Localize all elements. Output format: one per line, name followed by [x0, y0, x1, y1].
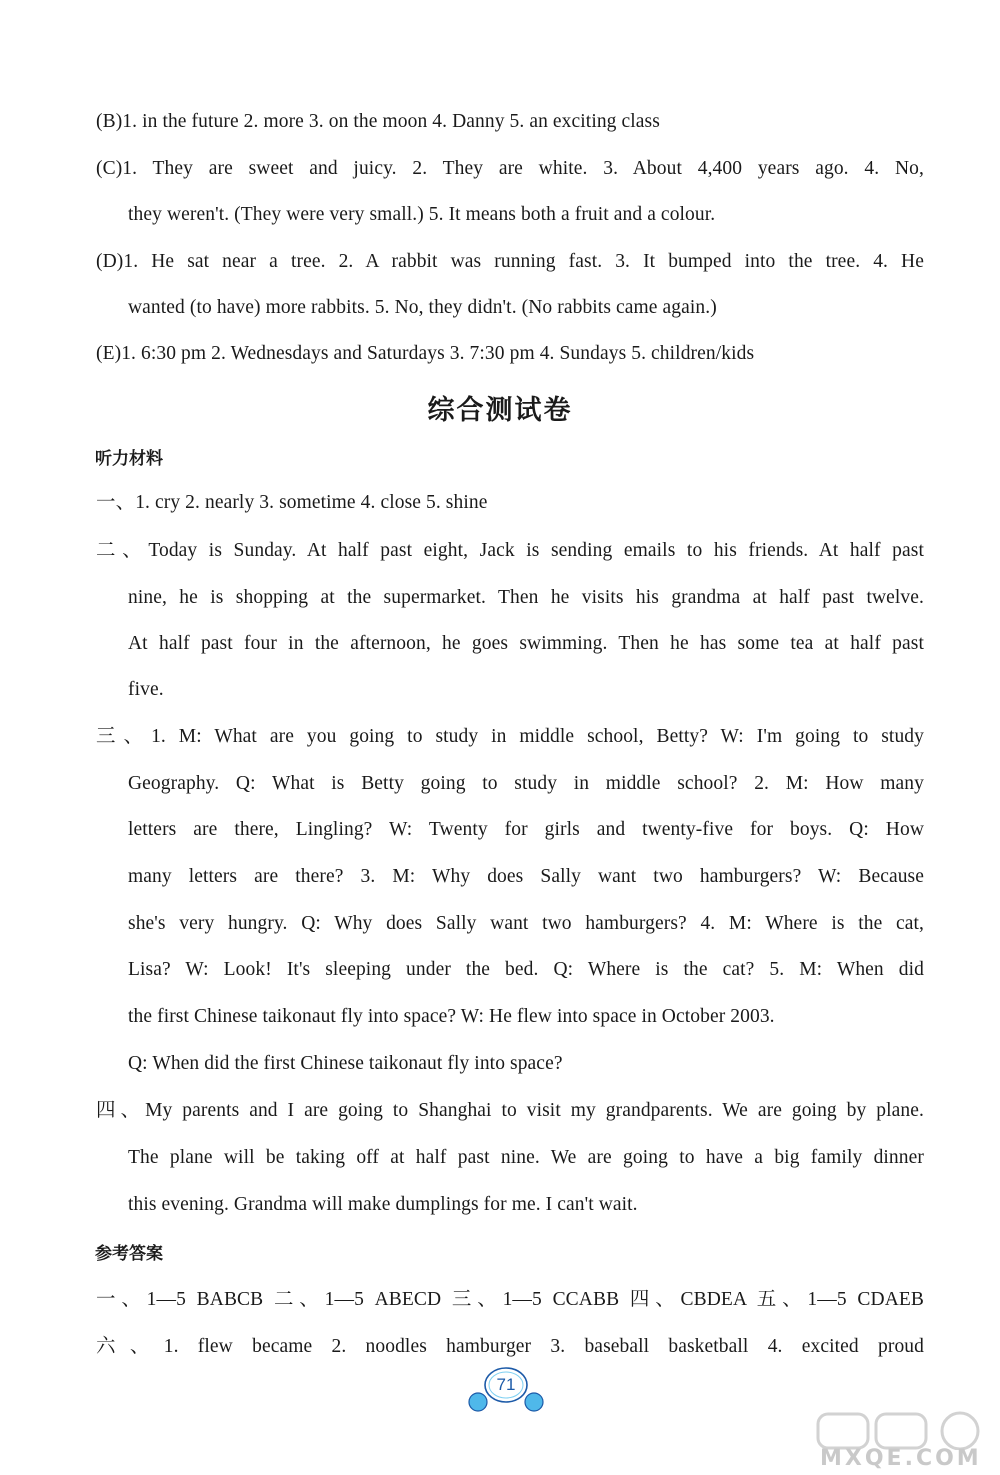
listening-line: 三、1. M: What are you going to study in middle school, Betty? W: I'm going to study: [96, 726, 924, 747]
listening-line: Q: When did the first Chinese taikonaut fly into space?: [128, 1053, 563, 1074]
line-text: they weren't. (They were very small.) 5. It means both a fruit and a colour.: [128, 204, 716, 225]
listening-heading: 听力材料: [95, 449, 163, 469]
answer-line-b: [96, 109, 660, 135]
listening-line: 二、Today is Sunday. At half past eight, Jack is sending emails to his friends. At half past: [96, 540, 924, 561]
reference-line: 一、1—5 BABCB 二、1—5 ABECD 三、1—5 CCABB 四、CBDEA 五、1—5 CDAEB: [96, 1289, 924, 1310]
listening-line: At half past four in the afternoon, he goes swimming. Then he has some tea at half past: [128, 633, 924, 654]
line-text: wanted (to have) more rabbits. 5. No, they didn't. (No rabbits came again.): [128, 297, 717, 318]
listening-line: Lisa? W: Look! It's sleeping under the bed. Q: Where is the cat? 5. M: When did: [128, 959, 924, 980]
line-label: (D): [96, 251, 124, 272]
watermark-logo: [810, 1410, 995, 1472]
answer-line-c-cont: [128, 202, 715, 228]
line-text: 1. They are sweet and juicy. 2. They are white. 3. About 4,400 years ago. 4. No,: [122, 158, 924, 179]
listening-line: Geography. Q: What is Betty going to study in middle school? 2. M: How many: [128, 773, 924, 794]
watermark-seal-icon: [810, 1410, 995, 1450]
line-text: 1. in the future 2. more 3. on the moon 4. Danny 5. an exciting class: [122, 111, 660, 132]
line-label: (B): [96, 111, 123, 132]
listening-line: many letters are there? 3. M: Why does Sally want two hamburgers? W: Because: [128, 866, 924, 887]
line-label: (E): [96, 343, 122, 364]
section-title: 综合测试卷: [427, 395, 573, 426]
answer-line-e: [96, 341, 754, 367]
listening-line: this evening. Grandma will make dumplings for me. I can't wait.: [128, 1194, 638, 1215]
listening-line: the first Chinese taikonaut fly into space? W: He flew into space in October 2003.: [128, 1006, 775, 1027]
listening-line: The plane will be taking off at half past nine. We are going to have a big family dinner: [128, 1147, 924, 1168]
listening-line: 一、1. cry 2. nearly 3. sometime 4. close 5. shine: [96, 492, 488, 513]
page-number-badge: [466, 1364, 546, 1414]
reference-heading: 参考答案: [95, 1244, 163, 1264]
listening-line: nine, he is shopping at the supermarket. Then he visits his grandma at half past twelve.: [128, 587, 924, 608]
page-number: 71: [496, 1375, 516, 1394]
listening-line: five.: [128, 679, 164, 700]
reference-line: 六、1. flew became 2. noodles hamburger 3. baseball basketball 4. excited proud: [96, 1336, 924, 1357]
line-label: (C): [96, 158, 123, 179]
watermark-domain: MXQE.COM: [820, 1446, 982, 1471]
listening-line: 四、My parents and I are going to Shanghai to visit my grandparents. We are going by plane.: [96, 1100, 924, 1121]
listening-line: letters are there, Lingling? W: Twenty for girls and twenty-five for boys. Q: How: [128, 819, 924, 840]
listening-line: she's very hungry. Q: Why does Sally want two hamburgers? 4. M: Where is the cat,: [128, 913, 924, 934]
line-text: 1. He sat near a tree. 2. A rabbit was running fast. 3. It bumped into the tree. 4. He: [123, 251, 924, 272]
line-text: 1. 6:30 pm 2. Wednesdays and Saturdays 3. 7:30 pm 4. Sundays 5. children/kids: [121, 343, 755, 364]
answer-line-d-cont: [128, 295, 717, 321]
answer-line-d: [96, 249, 924, 275]
answer-line-c: [96, 156, 924, 182]
